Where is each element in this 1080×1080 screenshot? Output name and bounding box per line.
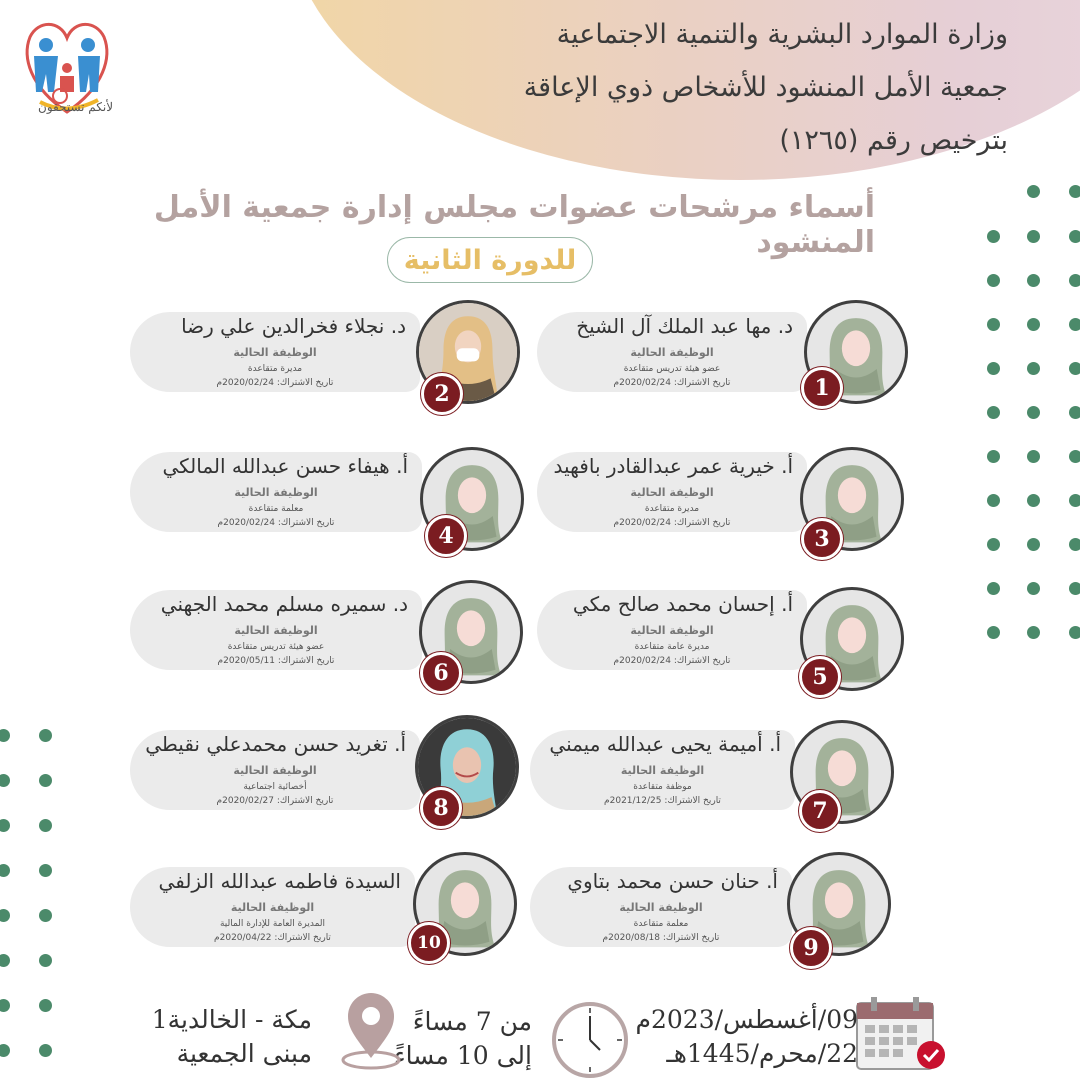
decorative-dot: [0, 909, 10, 922]
date-hijri: 22/محرم/1445هـ: [666, 1039, 858, 1068]
subtitle-text: للدورة الثانية: [403, 244, 577, 276]
join-date: تاريخ الاشتراك: 2020/02/24م: [613, 378, 731, 388]
current-job: مديرة متقاعدة: [644, 504, 700, 514]
current-job: المديرة العامة للإدارة المالية: [219, 919, 326, 929]
candidate-card: [130, 730, 420, 810]
decorative-dot: [1027, 230, 1040, 243]
current-job: معلمة متقاعدة: [633, 919, 689, 929]
decorative-dot: [39, 729, 52, 742]
decorative-dot: [0, 1044, 10, 1057]
license-number: بترخيص رقم (١٢٦٥): [779, 125, 1008, 156]
ministry-name: وزارة الموارد البشرية والتنمية الاجتماعية: [556, 19, 1008, 50]
decorative-dot: [987, 362, 1000, 375]
decorative-dot: [1069, 538, 1080, 551]
location-pin-icon: [338, 992, 404, 1072]
decorative-dot: [0, 729, 10, 742]
page-title: أسماء مرشحات عضوات مجلس إدارة جمعية الأمل المنشود: [153, 190, 875, 260]
candidate-number-badge: 10: [408, 922, 450, 964]
candidate-name: أ. أميمة يحيى عبدالله ميمني: [549, 732, 781, 756]
decorative-dot: [1069, 185, 1080, 198]
job-label: الوظيفة الحالية: [233, 346, 317, 359]
subtitle-pill: [387, 237, 593, 283]
join-date: تاريخ الاشتراك: 2020/05/11م: [217, 656, 335, 666]
job-label: الوظيفة الحالية: [630, 624, 714, 637]
candidate-name: أ. هيفاء حسن عبدالله المالكي: [162, 454, 408, 478]
candidate-number-badge: 8: [420, 787, 462, 829]
decorative-dot: [39, 864, 52, 877]
candidate-name: أ. إحسان محمد صالح مكي: [572, 592, 793, 616]
decorative-dot: [1027, 185, 1040, 198]
join-date: تاريخ الاشتراك: 2020/08/18م: [602, 933, 720, 943]
current-job: معلمة متقاعدة: [248, 504, 304, 514]
location-building: مبنى الجمعية: [176, 1039, 312, 1068]
candidate-name: د. سميره مسلم محمد الجهني: [160, 592, 408, 616]
decorative-dot: [1027, 274, 1040, 287]
decorative-dot: [987, 230, 1000, 243]
candidate-card: [537, 452, 807, 532]
current-job: عضو هيئة تدريس متقاعدة: [227, 642, 325, 652]
candidate-card: [537, 312, 807, 392]
candidate-number-badge: 3: [801, 518, 843, 560]
decorative-dot: [39, 1044, 52, 1057]
candidate-number-badge: 4: [425, 515, 467, 557]
current-job: مديرة متقاعدة: [247, 364, 303, 374]
join-date: تاريخ الاشتراك: 2021/12/25م: [604, 796, 721, 806]
decorative-dot: [1027, 450, 1040, 463]
candidate-card: [130, 452, 422, 532]
decorative-dot: [987, 494, 1000, 507]
location-city: مكة - الخالدية1: [151, 1005, 312, 1034]
join-date: تاريخ الاشتراك: 2020/02/27م: [216, 796, 334, 806]
clock-icon: [550, 1000, 630, 1080]
decorative-dot: [1069, 626, 1080, 639]
current-job: مديرة عامة متقاعدة: [634, 642, 710, 652]
decorative-dot: [1069, 450, 1080, 463]
decorative-dot: [0, 999, 10, 1012]
decorative-dot: [987, 274, 1000, 287]
candidate-number-badge: 5: [799, 656, 841, 698]
decorative-dot: [987, 450, 1000, 463]
decorative-dot: [39, 999, 52, 1012]
decorative-dot: [0, 864, 10, 877]
decorative-dot: [0, 819, 10, 832]
calendar-check-icon: [855, 995, 947, 1073]
decorative-dot: [1069, 362, 1080, 375]
candidate-card: [530, 730, 795, 810]
job-label: الوظيفة الحالية: [230, 901, 315, 914]
candidate-name: أ. حنان حسن محمد بتاوي: [567, 869, 778, 893]
decorative-dot: [987, 406, 1000, 419]
candidate-number-badge: 1: [801, 367, 843, 409]
candidate-name: أ. تغريد حسن محمدعلي نقيطي: [145, 732, 406, 756]
decorative-dot: [0, 954, 10, 967]
candidate-card: [130, 867, 415, 947]
decorative-dot: [39, 819, 52, 832]
job-label: الوظيفة الحالية: [630, 486, 714, 499]
decorative-dot: [1027, 362, 1040, 375]
candidate-card: [530, 867, 792, 947]
candidate-name: د. نجلاء فخرالدين علي رضا: [181, 314, 406, 338]
join-date: تاريخ الاشتراك: 2020/02/24م: [217, 518, 335, 528]
decorative-dot: [1069, 230, 1080, 243]
candidate-number-badge: 7: [799, 790, 841, 832]
decorative-dot: [1027, 626, 1040, 639]
job-label: الوظيفة الحالية: [234, 486, 318, 499]
join-date: تاريخ الاشتراك: 2020/02/24م: [613, 656, 731, 666]
join-date: تاريخ الاشتراك: 2020/02/24م: [613, 518, 731, 528]
logo-tagline: لأنكم تستحقون: [38, 100, 114, 114]
job-label: الوظيفة الحالية: [619, 901, 703, 914]
join-date: تاريخ الاشتراك: 2020/04/22م: [214, 933, 331, 943]
association-name: جمعية الأمل المنشود للأشخاص ذوي الإعاقة: [523, 72, 1008, 103]
decorative-dot: [1027, 582, 1040, 595]
time-from: من 7 مساءً: [412, 1007, 532, 1036]
candidate-number-badge: 2: [421, 373, 463, 415]
candidate-name: أ. خيرية عمر عبدالقادر بافهيد: [553, 454, 793, 478]
decorative-dot: [1027, 538, 1040, 551]
decorative-dot: [1027, 406, 1040, 419]
decorative-dot: [987, 582, 1000, 595]
candidate-card: [130, 590, 422, 670]
decorative-dot: [39, 774, 52, 787]
job-label: الوظيفة الحالية: [630, 346, 714, 359]
job-label: الوظيفة الحالية: [233, 764, 317, 777]
current-job: موظفة متقاعدة: [633, 782, 692, 792]
candidate-number-badge: 6: [420, 652, 462, 694]
job-label: الوظيفة الحالية: [620, 764, 705, 777]
time-to: إلى 10 مساءً: [393, 1041, 532, 1070]
candidate-name: السيدة فاطمه عبدالله الزلفي: [158, 869, 401, 893]
current-job: عضو هيئة تدريس متقاعدة: [623, 364, 721, 374]
decorative-dot: [1069, 582, 1080, 595]
date-gregorian: 09/أغسطس/2023م: [635, 1005, 858, 1034]
decorative-dot: [39, 909, 52, 922]
event-date: [628, 1003, 858, 1071]
decorative-dot: [1027, 318, 1040, 331]
decorative-dot: [1069, 406, 1080, 419]
candidate-number-badge: 9: [790, 927, 832, 969]
candidate-card: [537, 590, 807, 670]
current-job: أخصائية اجتماعية: [243, 782, 307, 792]
join-date: تاريخ الاشتراك: 2020/02/24م: [216, 378, 334, 388]
candidate-name: د. مها عبد الملك آل الشيخ: [576, 314, 793, 338]
candidate-card: [130, 312, 420, 392]
header-text: [524, 8, 1008, 167]
event-location: [112, 1003, 312, 1071]
job-label: الوظيفة الحالية: [234, 624, 318, 637]
decorative-dot: [1069, 318, 1080, 331]
decorative-dot: [1069, 494, 1080, 507]
decorative-dot: [0, 774, 10, 787]
decorative-dot: [39, 954, 52, 967]
decorative-dot: [987, 538, 1000, 551]
decorative-dot: [987, 318, 1000, 331]
decorative-dot: [987, 626, 1000, 639]
decorative-dot: [1069, 274, 1080, 287]
decorative-dot: [1027, 494, 1040, 507]
